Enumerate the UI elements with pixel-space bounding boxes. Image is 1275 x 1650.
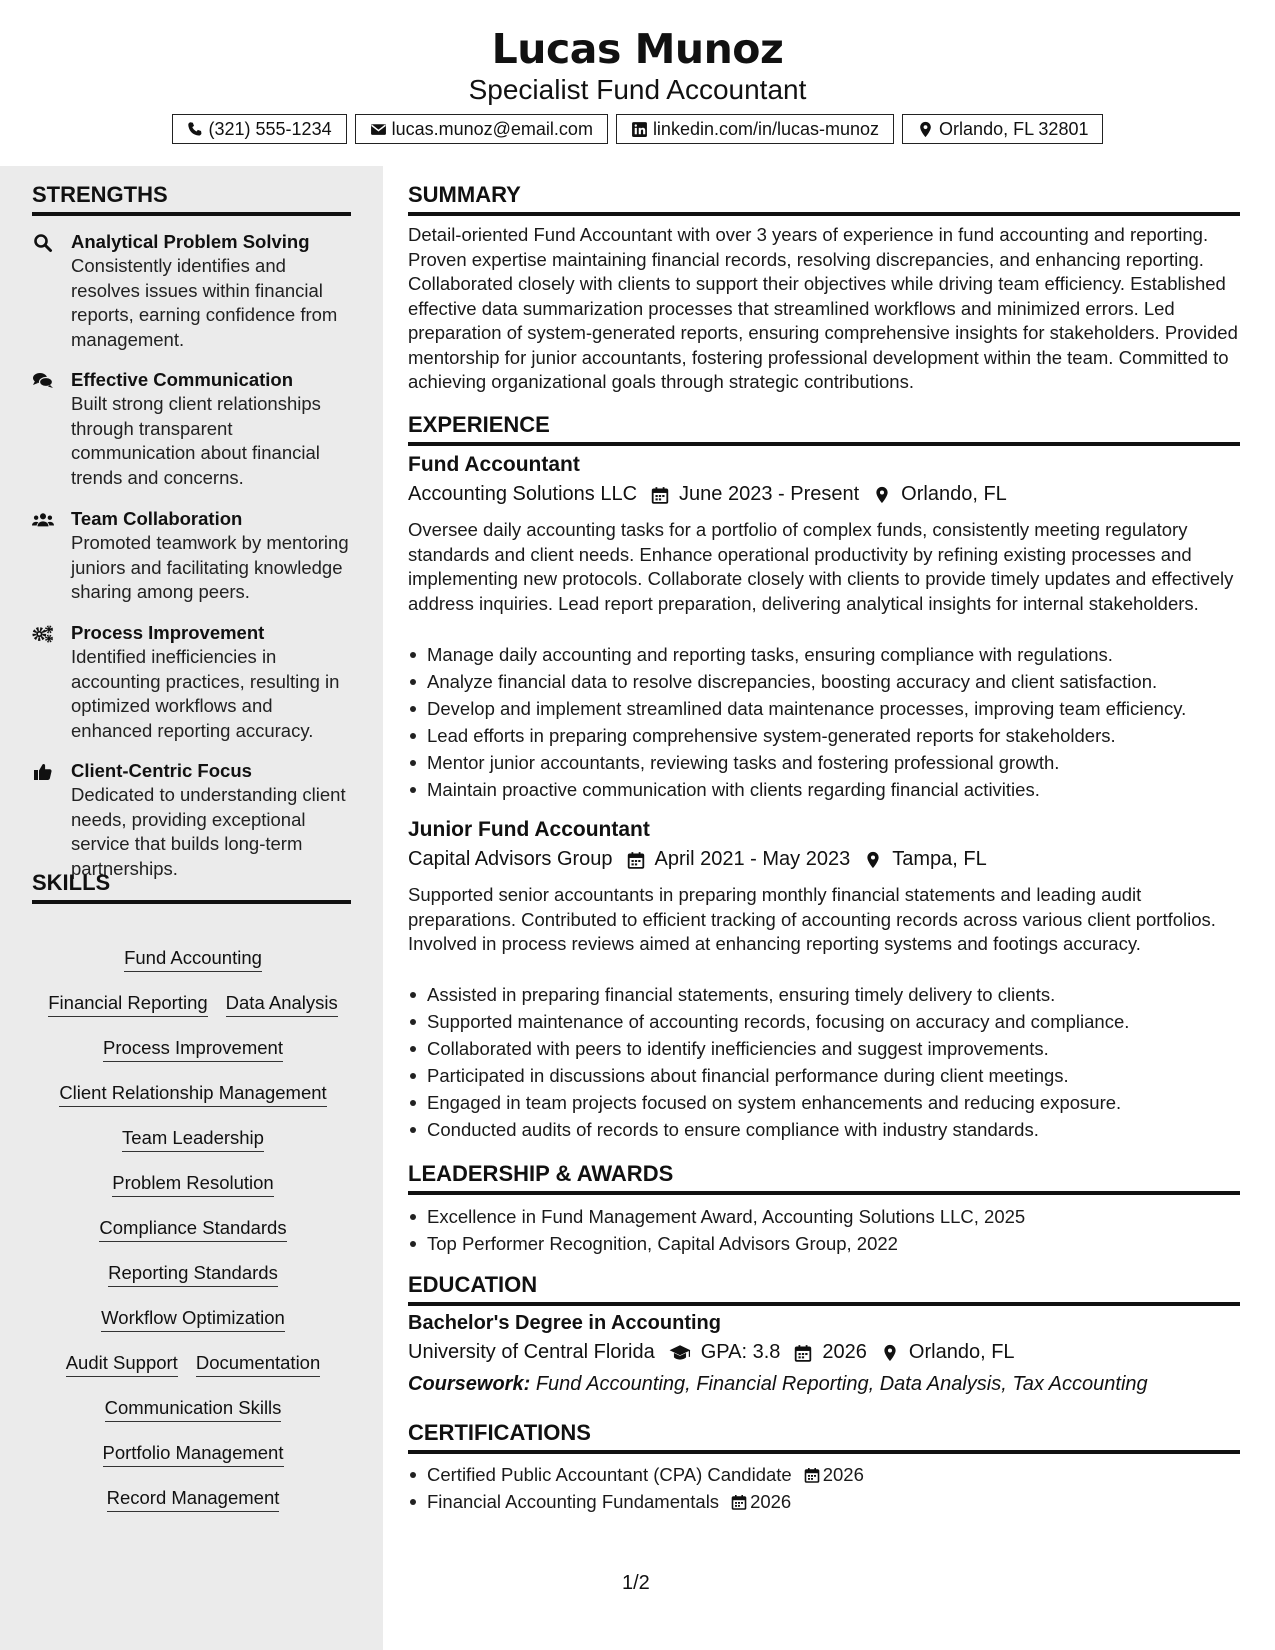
skill-tag: Communication Skills [105, 1396, 282, 1422]
skill-tag: Audit Support [66, 1351, 178, 1377]
sidebar [0, 166, 383, 1650]
strength-item [32, 621, 354, 743]
contact-linkedin[interactable] [616, 114, 894, 144]
phone-icon [187, 121, 204, 138]
summary-text: Detail-oriented Fund Accountant with over 3 years of experience in fund accounting and reporting. Proven expertise maintaining financial records, resolving discrepancies, and enhancing reporting. Collaborated closely with clients to support their objectives while driving team efficiency. Established effective data summarization processes that streamlined workflows and minimized errors. Led preparation of system-generated reports, ensuring comprehensive insights for stakeholders. Provided mentorship for junior accountants, fostering professional development within the team. Committed to achieving organizational goals through strategic contributions. [408, 224, 1238, 392]
linkedin-icon [631, 121, 648, 138]
contact-phone-text: (321) 555-1234 [208, 118, 332, 139]
job-dates: June 2023 - Present [679, 483, 860, 505]
job-description: Oversee daily accounting tasks for a portfolio of complex funds, consistently meeting regulatory standards and client needs. Enhance operational productivity by refining existing processes and implementing new protocols. Collaborate closely with clients to provide timely updates and effectively address inquiries. Lead report preparation, delivering analytical insights for internal stakeholders. [408, 519, 1234, 614]
skills-heading: SKILLS [32, 870, 351, 904]
list-item [408, 1461, 1240, 1488]
list-item [408, 1488, 1240, 1515]
strength-title: Team Collaboration [71, 508, 243, 529]
list-item: Supported maintenance of accounting records, focusing on accuracy and compliance. [408, 1008, 1240, 1035]
strength-description: Identified inefficiencies in accounting practices, resulting in optimized workflows and enhanced reporting accuracy. [71, 646, 340, 741]
strength-item [32, 507, 354, 605]
contact-location [902, 114, 1103, 144]
list-item: Participated in discussions about financial performance during client meetings. [408, 1062, 1240, 1089]
education-year: 2026 [822, 1341, 867, 1363]
job-bullets [408, 981, 1240, 1143]
contact-location-text: Orlando, FL 32801 [939, 118, 1089, 139]
list-item: Analyze financial data to resolve discrepancies, boosting accuracy and client satisfaction. [408, 668, 1240, 695]
skill-tag: Data Analysis [226, 991, 338, 1017]
contact-linkedin-text: linkedin.com/in/lucas-munoz [652, 118, 880, 139]
job-company: Capital Advisors Group [408, 848, 613, 870]
certification-name: Financial Accounting Fundamentals [427, 1491, 720, 1512]
calendar-icon [627, 851, 645, 869]
coursework-label: Coursework: [408, 1373, 531, 1395]
map-pin-icon [917, 121, 934, 138]
gears-icon [32, 624, 54, 644]
job-location: Tampa, FL [892, 848, 987, 870]
job-meta [408, 848, 987, 871]
strength-description: Consistently identifies and resolves issues within financial reports, earning confidence from management. [71, 255, 338, 350]
skill-tag: Financial Reporting [48, 991, 207, 1017]
list-item: Engaged in team projects focused on system enhancements and reducing exposure. [408, 1089, 1240, 1116]
summary-heading: SUMMARY [408, 182, 1240, 216]
skill-tag: Fund Accounting [124, 946, 262, 972]
candidate-name: Lucas Munoz [491, 25, 784, 73]
coursework-list: Fund Accounting, Financial Reporting, Data Analysis, Tax Accounting [535, 1373, 1148, 1395]
job-dates: April 2021 - May 2023 [654, 848, 851, 870]
strengths-heading: STRENGTHS [32, 182, 351, 216]
calendar-icon [804, 1467, 820, 1483]
strength-title: Effective Communication [71, 369, 294, 390]
strength-item [32, 230, 354, 352]
strength-title: Process Improvement [71, 622, 265, 643]
list-item: Top Performer Recognition, Capital Advisors Group, 2022 [408, 1230, 1240, 1257]
comments-icon [32, 371, 54, 391]
skill-tag: Workflow Optimization [101, 1306, 285, 1332]
education-location: Orlando, FL [908, 1341, 1015, 1363]
strength-description: Dedicated to understanding client needs, providing exceptional service that builds long-term partnerships. [71, 784, 346, 879]
calendar-icon [794, 1344, 812, 1362]
skill-tag: Documentation [196, 1351, 320, 1377]
job-bullets [408, 641, 1240, 803]
leadership-heading: LEADERSHIP & AWARDS [408, 1161, 1240, 1195]
coursework [408, 1373, 1148, 1396]
list-item: Lead efforts in preparing comprehensive system-generated reports for stakeholders. [408, 722, 1240, 749]
list-item: Mentor junior accountants, reviewing tasks and fostering professional growth. [408, 749, 1240, 776]
skill-tag: Problem Resolution [112, 1171, 273, 1197]
strength-title: Analytical Problem Solving [71, 231, 310, 252]
contact-bar [0, 114, 1275, 144]
list-item: Collaborated with peers to identify inefficiencies and suggest improvements. [408, 1035, 1240, 1062]
job-description: Supported senior accountants in preparing monthly financial statements and leading audit preparations. Contributed to efficient tracking of accounting records across various client portfolios. Involved in process reviews aimed at enhancing reporting systems and footings accuracy. [408, 884, 1216, 954]
contact-email[interactable] [355, 114, 608, 144]
skill-tag: Process Improvement [103, 1036, 283, 1062]
skill-tag: Record Management [107, 1486, 280, 1512]
job-meta [408, 483, 1007, 506]
calendar-icon [731, 1494, 747, 1510]
page-number: 1/2 [622, 1572, 650, 1594]
job-company: Accounting Solutions LLC [408, 483, 638, 505]
list-item: Excellence in Fund Management Award, Accounting Solutions LLC, 2025 [408, 1203, 1240, 1230]
education-meta [408, 1341, 1015, 1364]
strength-item [32, 759, 354, 881]
job-title: Fund Accountant [408, 453, 580, 476]
list-item: Conducted audits of records to ensure compliance with industry standards. [408, 1116, 1240, 1143]
calendar-icon [651, 486, 669, 504]
contact-phone[interactable] [172, 114, 347, 144]
map-pin-icon [864, 851, 882, 869]
contact-email-text: lucas.munoz@email.com [391, 118, 593, 139]
skill-tag: Reporting Standards [108, 1261, 278, 1287]
degree-title: Bachelor's Degree in Accounting [408, 1312, 721, 1334]
education-heading: EDUCATION [408, 1272, 1240, 1306]
strength-title: Client-Centric Focus [71, 760, 252, 781]
certifications-list [408, 1461, 1240, 1515]
list-item: Develop and implement streamlined data maintenance processes, improving team efficiency. [408, 695, 1240, 722]
job-title: Junior Fund Accountant [408, 818, 650, 841]
leadership-list [408, 1203, 1240, 1257]
certification-year: 2026 [750, 1491, 792, 1512]
school-name: University of Central Florida [408, 1341, 655, 1363]
experience-heading: EXPERIENCE [408, 412, 1240, 446]
envelope-icon [370, 121, 387, 138]
list-item: Assisted in preparing financial statements, ensuring timely delivery to clients. [408, 981, 1240, 1008]
job-location: Orlando, FL [901, 483, 1007, 505]
list-item: Maintain proactive communication with clients regarding financial activities. [408, 776, 1240, 803]
certification-year: 2026 [822, 1464, 864, 1485]
list-item: Manage daily accounting and reporting tasks, ensuring compliance with regulations. [408, 641, 1240, 668]
skill-tag: Team Leadership [122, 1126, 264, 1152]
strength-description: Promoted teamwork by mentoring juniors and facilitating knowledge sharing among peers. [71, 532, 349, 602]
skill-tag: Portfolio Management [103, 1441, 284, 1467]
education-gpa: GPA: 3.8 [700, 1341, 781, 1363]
thumbs-up-icon [32, 762, 54, 782]
skill-tag: Client Relationship Management [59, 1081, 326, 1107]
map-pin-icon [881, 1344, 899, 1362]
resume-header [0, 0, 1275, 166]
search-icon [32, 233, 54, 253]
candidate-role: Specialist Fund Accountant [468, 74, 807, 105]
certifications-heading: CERTIFICATIONS [408, 1420, 1240, 1454]
skill-tag: Compliance Standards [99, 1216, 286, 1242]
skills-list [32, 946, 354, 1531]
strength-description: Built strong client relationships through transparent communication about financial trends and concerns. [71, 393, 321, 488]
map-pin-icon [873, 486, 891, 504]
users-icon [32, 510, 54, 530]
graduation-cap-icon [669, 1344, 691, 1362]
certification-name: Certified Public Accountant (CPA) Candidate [427, 1464, 792, 1485]
strength-item [32, 368, 354, 490]
